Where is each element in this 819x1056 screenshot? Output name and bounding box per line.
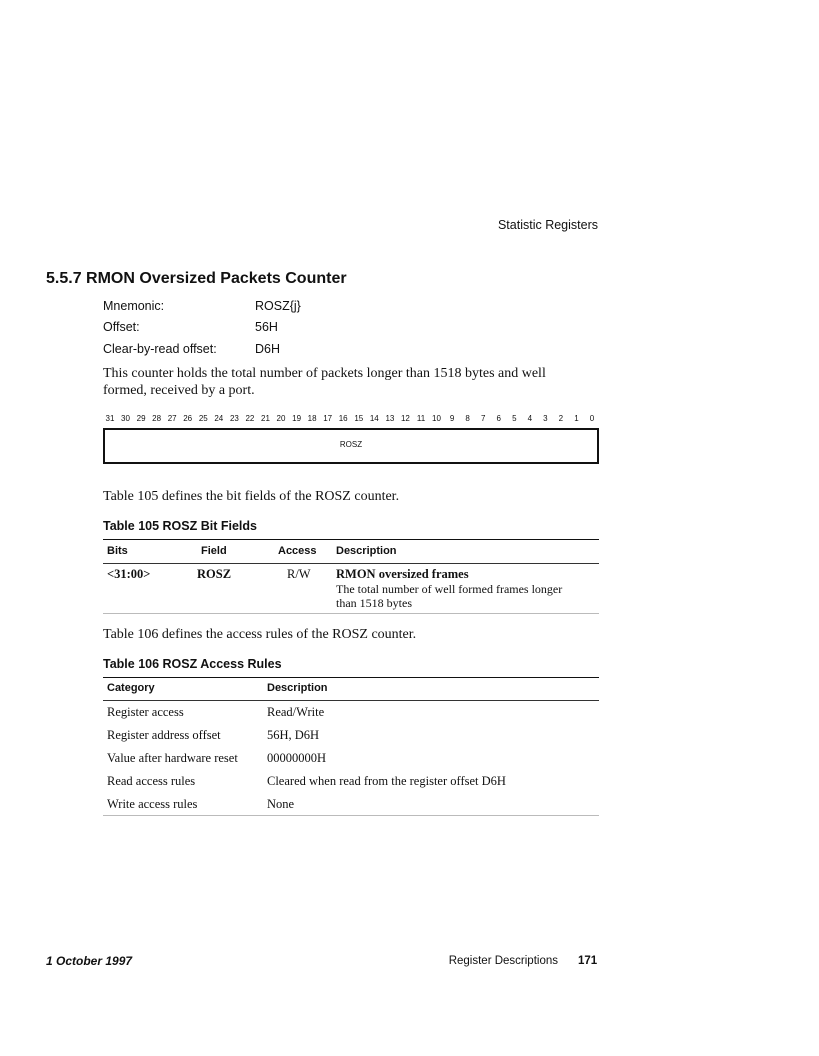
- bit-number: 4: [527, 414, 533, 423]
- info-key: Mnemonic:: [103, 299, 165, 313]
- table105-bottom-rule: [103, 613, 599, 614]
- table105-header-field: Field: [201, 545, 227, 557]
- table105-cell-access: R/W: [287, 567, 311, 581]
- table106-row4-category: Read access rules: [107, 774, 196, 788]
- bit-number: 9: [449, 414, 455, 423]
- bit-number: 18: [307, 414, 317, 423]
- table106-header-rule: [103, 700, 599, 701]
- table106-bottom-rule: [103, 815, 599, 816]
- table105-cell-bits: <31:00>: [107, 567, 151, 581]
- footer-section-title: Register Descriptions: [448, 955, 558, 967]
- bit-number: 17: [323, 414, 333, 423]
- register-field-label: ROSZ: [339, 440, 363, 449]
- bit-number: 31: [105, 414, 115, 423]
- section-number: 5.5.7: [46, 270, 82, 287]
- table106-row1-category: Register access: [107, 705, 184, 719]
- paragraph-table105-intro: Table 105 defines the bit fields of the ROSZ counter.: [103, 489, 400, 504]
- table105-header-access: Access: [278, 545, 317, 557]
- table106-row3-category: Value after hardware reset: [107, 751, 238, 765]
- bit-number: 6: [496, 414, 501, 423]
- section-title: [46, 270, 347, 288]
- table106-header-category: Category: [107, 682, 155, 694]
- table105-header-bits: Bits: [107, 545, 128, 557]
- table105-cell-desc-title: RMON oversized frames: [336, 567, 469, 581]
- bit-number: 23: [229, 414, 239, 423]
- table105-cell-field: ROSZ: [197, 567, 232, 581]
- info-value: ROSZ{j}: [255, 299, 301, 313]
- table106-row3-description: 00000000H: [267, 751, 327, 765]
- table105-caption: Table 105 ROSZ Bit Fields: [103, 519, 257, 533]
- bit-number: 21: [261, 414, 270, 423]
- table106-row2-description: 56H, D6H: [267, 728, 320, 742]
- table105-header-rule: [103, 563, 599, 564]
- bit-number: 28: [152, 414, 162, 423]
- table106-caption: Table 106 ROSZ Access Rules: [103, 657, 282, 671]
- table106-top-rule: [103, 677, 599, 678]
- bit-number: 1: [574, 414, 579, 423]
- bit-number: 0: [589, 414, 595, 423]
- bit-number: 29: [136, 414, 146, 423]
- bit-number: 11: [416, 414, 426, 423]
- bit-number: 7: [480, 414, 486, 423]
- table105-cell-desc-line1: The total number of well formed frames longer: [336, 582, 563, 596]
- table105-cell-desc-line2: than 1518 bytes: [336, 596, 412, 610]
- running-header: Statistic Registers: [497, 218, 598, 232]
- table106-row1-description: Read/Write: [267, 705, 325, 719]
- bit-number: 30: [121, 414, 130, 423]
- table105-top-rule: [103, 539, 599, 540]
- bit-number-scale: [103, 414, 599, 426]
- bit-number: 16: [338, 414, 348, 423]
- bit-number: 14: [369, 414, 379, 423]
- bit-number: 2: [558, 414, 564, 423]
- table106-row5-category: Write access rules: [107, 797, 198, 811]
- info-key: Clear-by-read offset:: [103, 342, 217, 356]
- table106-header-description: Description: [267, 682, 328, 694]
- bit-number: 27: [167, 414, 177, 423]
- bit-number: 24: [214, 414, 224, 423]
- table105-header-description: Description: [336, 545, 397, 557]
- bit-number: 20: [276, 414, 286, 423]
- bit-number: 22: [245, 414, 255, 423]
- info-value: 56H: [255, 320, 278, 334]
- intro-paragraph: This counter holds the total number of packets longer than 1518 bytes and well formed, received by a port.: [103, 366, 546, 398]
- bit-number: 15: [354, 414, 364, 423]
- table106-row4-description: Cleared when read from the register offset D6H: [267, 774, 506, 788]
- bit-number: 10: [432, 414, 441, 423]
- bit-number: 13: [385, 414, 395, 423]
- section-heading: RMON Oversized Packets Counter: [86, 270, 347, 287]
- bit-number: 26: [183, 414, 193, 423]
- bit-number: 25: [198, 414, 208, 423]
- table106-row2-category: Register address offset: [107, 728, 221, 742]
- bit-number: 12: [400, 414, 410, 423]
- register-diagram: [103, 428, 599, 464]
- bit-number: 8: [465, 414, 470, 423]
- bit-number: 3: [543, 414, 548, 423]
- table106-row5-description: None: [267, 797, 295, 811]
- bit-number: 5: [512, 414, 517, 423]
- info-key: Offset:: [103, 320, 140, 334]
- footer-page-number: 171: [578, 955, 598, 967]
- paragraph-table106-intro: Table 106 defines the access rules of the ROSZ counter.: [103, 627, 417, 642]
- bit-number: 19: [292, 414, 302, 423]
- footer-date: 1 October 1997: [46, 954, 133, 968]
- info-value: D6H: [255, 342, 281, 356]
